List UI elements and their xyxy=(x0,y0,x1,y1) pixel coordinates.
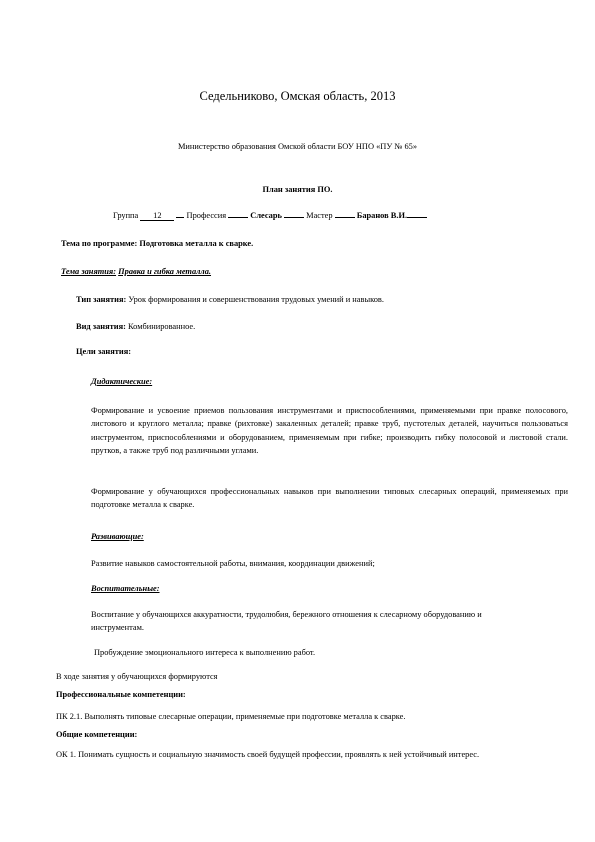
prof-comp-label: Профессиональные компетенции: xyxy=(56,690,186,699)
general-comp-text: ОК 1. Понимать сущность и социальную значимость своей будущей профессии, проявлять к ней устойчивый интерес. xyxy=(56,750,480,759)
ministry-title: Министерство образования Омской области БОУ НПО «ПУ № 65» xyxy=(177,142,418,151)
lesson-type xyxy=(76,294,384,305)
profession-label: Профессия xyxy=(186,211,227,220)
educational-text-2: Пробуждение эмоционального интереса к выполнению работ. xyxy=(94,648,316,657)
master-underline-tail xyxy=(407,217,427,218)
lesson-type-value: Урок формирования и совершенствования трудовых умений и навыков. xyxy=(128,295,384,304)
program-topic xyxy=(61,238,253,249)
profession-underline-gap xyxy=(228,217,248,218)
didactic-paragraph-1: Формирование и усвоение приемов пользования инструментами и приспособлениями, применяемыми при правке полосового, листового и круглого металла; правке (рихтовке) закаленных деталей; правке труб, пустотелых деталей, научиться пользоваться инструментом, приспособлениями и оборудованием, применяемым при гибке; производить гибку полосовой и листовой стали. прутков, а также труб под различными углами. xyxy=(91,406,568,455)
prof-comp-text: ПК 2.1. Выполнять типовые слесарные операции, применяемые при подготовке металла к сварке. xyxy=(56,712,406,721)
profession-value: Слесарь xyxy=(250,211,282,220)
general-comp-label: Общие компетенции: xyxy=(56,730,138,739)
educational-text: Воспитание у обучающихся аккуратности, трудолюбия, бережного отношения к слесарному оборудованию и инструментам. xyxy=(91,610,482,633)
educational-label: Воспитательные: xyxy=(91,584,160,593)
plan-title: План занятия ПО. xyxy=(262,185,333,194)
master-underline-gap xyxy=(335,217,355,218)
group-underline-gap xyxy=(176,217,184,218)
developing-text: Развитие навыков самостоятельной работы, внимания, координации движений; xyxy=(91,559,375,568)
master-value: Баранов В.И. xyxy=(356,211,408,220)
group-value: 12 xyxy=(140,211,174,221)
lesson-kind xyxy=(76,321,195,332)
program-topic-label: Тема по программе: xyxy=(61,239,138,248)
group-line xyxy=(113,210,427,221)
lesson-kind-label: Вид занятия: xyxy=(76,322,126,331)
profession-underline-tail xyxy=(284,217,304,218)
developing-label: Развивающие: xyxy=(91,532,144,541)
forming-intro: В ходе занятия у обучающихся формируются xyxy=(56,672,218,681)
didactic-label: Дидактические: xyxy=(91,377,153,386)
goals-label: Цели занятия: xyxy=(76,347,132,356)
lesson-kind-value: Комбинированное. xyxy=(128,322,196,331)
lesson-topic-label: Тема занятия: xyxy=(61,267,117,276)
lesson-topic-value: Правка и гибка металла. xyxy=(118,267,212,276)
lesson-topic xyxy=(61,266,211,277)
program-topic-value: Подготовка металла к сварке. xyxy=(139,239,254,248)
group-label: Группа xyxy=(113,211,139,220)
didactic-paragraph-2: Формирование у обучающихся профессиональных навыков при выполнении типовых слесарных операций, применяемых при подготовке металла к сварке. xyxy=(91,487,568,510)
place-year: Седельниково, Омская область, 2013 xyxy=(199,89,396,103)
master-label: Мастер xyxy=(306,211,333,220)
lesson-type-label: Тип занятия: xyxy=(76,295,127,304)
